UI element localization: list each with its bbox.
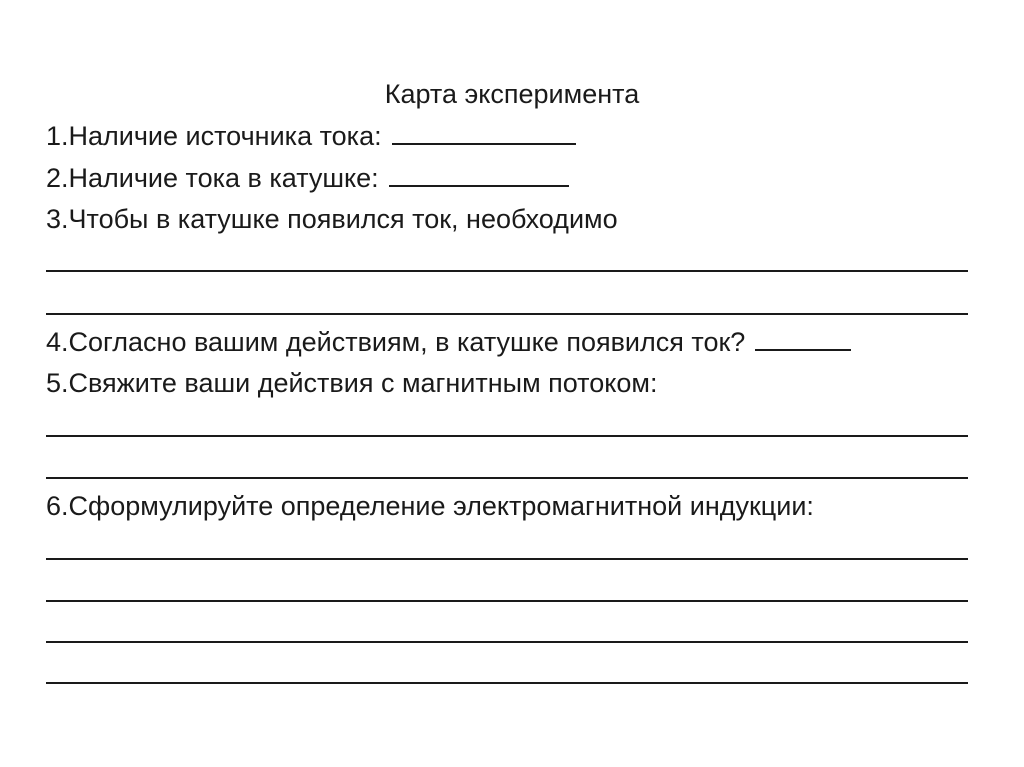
question-5-text: 5.Свяжите ваши действия с магнитным потоком: <box>46 368 658 398</box>
answer-line-3a[interactable] <box>46 270 968 272</box>
worksheet-title: Карта эксперимента <box>384 79 640 109</box>
question-6-text: 6.Сформулируйте определение электромагнитной индукции: <box>46 491 814 521</box>
question-6 <box>46 488 814 524</box>
answer-line-5b[interactable] <box>46 477 968 479</box>
question-5 <box>46 365 657 401</box>
answer-blank-1[interactable] <box>392 119 576 145</box>
question-2 <box>46 160 569 196</box>
answer-line-5a[interactable] <box>46 435 968 437</box>
answer-line-6c[interactable] <box>46 641 968 643</box>
question-1-text: 1.Наличие источника тока: <box>46 121 382 151</box>
question-4 <box>46 324 851 360</box>
answer-line-3b[interactable] <box>46 313 968 315</box>
question-3 <box>46 201 618 237</box>
answer-line-6d[interactable] <box>46 682 968 684</box>
question-3-text: 3.Чтобы в катушке появился ток, необходимо <box>46 204 618 234</box>
answer-line-6a[interactable] <box>46 558 968 560</box>
question-4-text: 4.Согласно вашим действиям, в катушке появился ток? <box>46 327 746 357</box>
question-2-text: 2.Наличие тока в катушке: <box>46 163 379 193</box>
question-1 <box>46 118 576 154</box>
answer-blank-4[interactable] <box>755 325 851 351</box>
answer-line-6b[interactable] <box>46 600 968 602</box>
answer-blank-2[interactable] <box>389 161 569 187</box>
